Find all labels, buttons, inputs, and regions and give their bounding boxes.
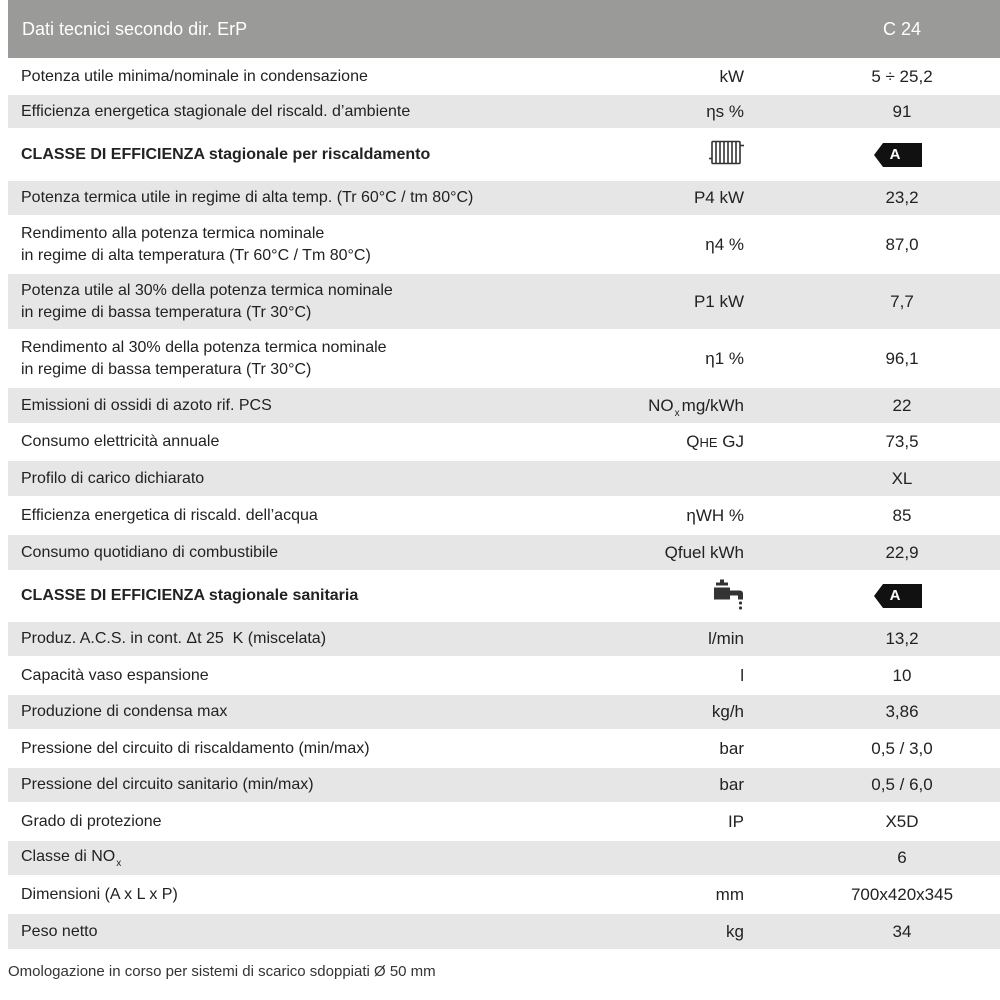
row-value: 73,5: [885, 432, 919, 451]
row-value: 22: [892, 395, 912, 415]
row-unit: l/min: [708, 629, 744, 648]
row-value: 87,0: [885, 234, 919, 254]
row-label: Produz. A.C.S. in cont. Δt 25 K (miscelata): [21, 630, 327, 647]
table-title: Dati tecnici secondo dir. ErP: [22, 19, 248, 39]
row-unit: kg/h: [711, 702, 744, 721]
table-row: [8, 215, 1000, 272]
row-label: Emissioni di ossidi di azoto rif. PCS: [21, 396, 272, 414]
row-value: 3,86: [885, 702, 919, 721]
row-value: 0,5 / 6,0: [871, 775, 933, 794]
row-label: Peso netto: [21, 922, 98, 940]
row-value: 10: [892, 665, 912, 685]
row-label: Consumo quotidiano di combustibile: [21, 543, 279, 561]
row-label: Rendimento al 30% della potenza termica nominale in regime di bassa temperatura (Tr 30°C): [21, 338, 387, 378]
row-label: Grado di protezione: [21, 812, 162, 830]
table-row: [8, 620, 1000, 656]
table-row: [8, 386, 1000, 423]
row-label: Profilo di carico dichiarato: [21, 469, 205, 487]
table-row: [8, 912, 1000, 949]
row-value: 7,7: [890, 291, 914, 311]
row-value: XL: [891, 468, 913, 488]
row-label: Capacità vaso espansione: [21, 666, 209, 684]
row-unit: η4 %: [705, 234, 744, 254]
model-name: C 24: [882, 19, 922, 39]
row-unit: bar: [719, 775, 744, 794]
row-value: X5D: [885, 811, 919, 831]
row-value: 23,2: [885, 188, 919, 207]
row-unit: ηs %: [706, 101, 744, 121]
row-label: Consumo elettricità annuale: [21, 433, 220, 450]
table-row: [8, 423, 1000, 459]
radiator-icon: [708, 138, 748, 171]
row-label: Potenza utile minima/nominale in condensazione: [21, 67, 368, 85]
row-unit: $NO_x$ mg/kWh: [648, 395, 744, 419]
table-row: [8, 496, 1000, 533]
row-value: 22,9: [885, 542, 919, 562]
row-label: Produzione di condensa max: [21, 703, 228, 720]
eta-symbol: η: [705, 348, 715, 368]
row-unit: Qfuel kWh: [664, 542, 744, 562]
row-unit: P4 kW: [693, 188, 744, 207]
table-row: [8, 459, 1000, 496]
row-unit: QHE GJ: [686, 432, 744, 451]
row-label: Pressione del circuito sanitario (min/max): [21, 776, 314, 793]
table-row: [8, 272, 1000, 329]
faucet-icon: [712, 578, 746, 615]
table-row: [8, 656, 1000, 693]
table-header: [8, 0, 1000, 58]
spec-table: [8, 58, 1000, 949]
row-unit: kg: [726, 921, 744, 941]
row-label: Classe di $NO_x$: [21, 848, 122, 869]
eta-symbol: η: [705, 234, 715, 254]
efficiency-class-badge: A: [874, 584, 922, 608]
row-label: Potenza utile al 30% della potenza termica nominale in regime di bassa temperatura (Tr 30°C): [21, 281, 393, 321]
row-value: 34: [892, 921, 912, 941]
row-label: Dimensioni (A x L x P): [21, 885, 178, 903]
table-row: [8, 58, 1000, 93]
row-label: CLASSE DI EFFICIENZA stagionale per riscaldamento: [21, 145, 431, 163]
row-label: Efficienza energetica stagionale del riscald. d’ambiente: [21, 102, 411, 120]
table-row: [8, 766, 1000, 802]
table-row: [8, 329, 1000, 386]
row-unit: η1 %: [705, 348, 744, 368]
table-row: [8, 729, 1000, 766]
row-value: 6: [897, 848, 907, 867]
row-value: 5 ÷ 25,2: [871, 66, 933, 86]
table-row: [8, 179, 1000, 215]
row-unit: kW: [719, 66, 744, 86]
table-row: [8, 533, 1000, 570]
eta-symbol: η: [686, 505, 696, 525]
row-unit: IP: [727, 811, 744, 831]
eta-symbol: η: [706, 101, 716, 121]
row-label: Efficienza energetica di riscald. dell’acqua: [21, 506, 318, 524]
row-unit: bar: [719, 738, 744, 758]
row-value: 85: [892, 505, 912, 525]
row-label: Rendimento alla potenza termica nominale in regime di alta temperatura (Tr 60°C / Tm 80°C): [21, 224, 371, 264]
row-value: 0,5 / 3,0: [871, 738, 933, 758]
row-label: Pressione del circuito di riscaldamento (min/max): [21, 739, 370, 757]
efficiency-class-badge: A: [874, 143, 922, 167]
row-value: 91: [892, 101, 912, 121]
table-row: [8, 128, 1000, 179]
table-row: [8, 875, 1000, 912]
row-value: 700x420x345: [850, 884, 954, 904]
row-unit: l: [740, 665, 744, 685]
table-row: [8, 839, 1000, 875]
row-unit: P1 kW: [693, 291, 744, 311]
row-unit: ηWH %: [686, 505, 744, 525]
table-row: [8, 693, 1000, 729]
footnote: Omologazione in corso per sistemi di scarico sdoppiati Ø 50 mm: [8, 963, 436, 980]
table-row: [8, 802, 1000, 839]
row-label: Potenza termica utile in regime di alta temp. (Tr 60°C / tm 80°C): [21, 189, 474, 206]
row-unit: mm: [715, 884, 744, 904]
row-label: CLASSE DI EFFICIENZA stagionale sanitaria: [21, 587, 359, 604]
table-row: [8, 93, 1000, 128]
row-value: 13,2: [885, 629, 919, 648]
table-row: [8, 570, 1000, 620]
row-value: 96,1: [885, 348, 919, 368]
